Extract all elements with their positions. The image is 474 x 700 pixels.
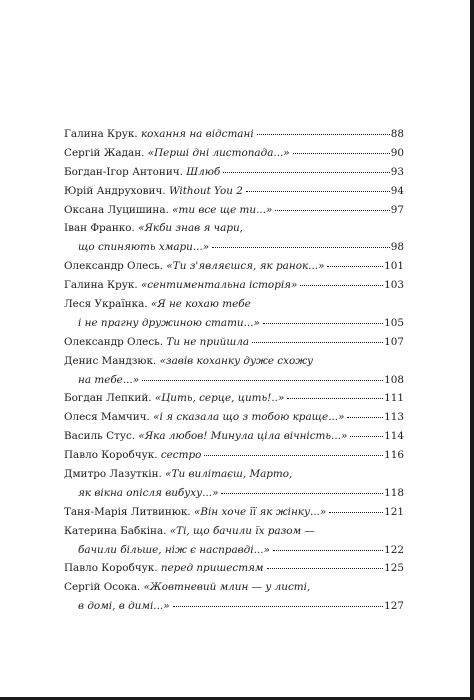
toc-title: «Ті, що бачили їх разом — [169,524,315,537]
toc-title: «ти все ще ти...» [172,203,273,216]
dot-leader [293,153,390,154]
toc-author: Богдан-Ігор Антонич. [64,165,183,178]
toc-page-number: 116 [384,449,404,462]
toc-entry-line [64,541,404,560]
toc-title: як вікна опісля вибуху...» [78,486,219,499]
toc-entry-line [64,597,404,616]
toc-author: Оксана Луцишина. [64,203,169,216]
toc-title: «Якби знав я чари, [138,222,243,235]
toc-author: Іван Франко. [64,222,135,235]
toc-page-number: 118 [384,486,404,499]
toc-author: Сергій Осока. [64,581,141,594]
toc-page-number: 88 [390,128,404,140]
dot-leader [142,380,383,381]
toc-page-number: 90 [390,146,404,159]
toc-entry [64,522,404,560]
toc-author: Катерина Бабкіна. [64,524,167,537]
dot-leader [300,285,383,286]
toc-title: Шлюб [186,165,221,178]
toc-entry-line [64,276,404,295]
toc-title: «Цить, серце, цить!..» [154,392,285,405]
dot-leader [350,436,383,437]
toc-author: Олеся Мамчич. [64,411,150,424]
toc-entry-line [64,522,404,541]
toc-title: «і я сказала що з тобою краще...» [153,411,345,424]
toc-entry [64,182,404,201]
toc-entry-line [64,503,404,522]
toc-entry-line [64,559,404,578]
toc-author: Олександр Олесь. [64,335,164,348]
toc-page-number: 113 [384,411,404,424]
toc-entry-line [64,238,404,257]
toc-title: «Жовтневий млин — у листі, [143,581,311,594]
toc-author: Василь Стус. [64,430,136,443]
toc-author: Олександр Олесь. [64,260,164,273]
dot-leader [287,398,383,399]
toc-entry [64,578,404,616]
toc-author: Дмитро Лазуткін. [64,468,162,481]
toc-page-number: 114 [384,430,404,443]
toc-author: Сергій Жадан. [64,146,145,159]
toc-page-number: 107 [384,335,404,348]
toc-author: Юрій Андрухович. [64,184,166,197]
toc-title: перед пришестям [160,562,264,575]
toc-author: Павло Коробчук. [64,562,158,575]
dot-leader [327,266,383,267]
toc-title: бачили більше, ніж є насправді...» [78,543,270,556]
toc-entry [64,333,404,352]
toc-page-number: 127 [384,600,404,613]
toc-page-number: 108 [384,373,404,386]
toc-author: Богдан Лепкий. [64,392,152,405]
toc-title: «завів коханку дуже схожу [159,354,314,367]
toc-entry [64,295,404,333]
toc-entry [64,559,404,578]
toc-entry [64,427,404,446]
dot-leader [275,210,389,211]
toc-entry [64,465,404,503]
toc-entry-line [64,163,404,182]
toc-author: Галина Крук. [64,279,138,292]
toc-title: «Ти вилітаєш, Марто, [165,468,293,481]
toc-page-number: 93 [390,165,404,178]
toc-page-number: 98 [390,241,404,254]
toc-entry-line [64,314,404,333]
toc-entry-line [64,352,404,371]
toc-title: в домі, в димі...» [78,600,170,613]
toc-entry-line [64,408,404,427]
toc-author: Павло Коробчук. [64,449,158,462]
toc-page-number: 122 [384,543,404,556]
toc-entry-line [64,125,404,144]
dot-leader [173,606,384,607]
toc-title: «Перші дні листопада...» [147,146,290,159]
toc-entry-line [64,465,404,484]
toc-entry [64,219,404,257]
toc-page-number: 101 [384,260,404,273]
toc-title: «Він хоче її як жінку...» [193,505,327,518]
toc-page-number: 105 [384,316,404,329]
toc-entry [64,201,404,220]
toc-entry [64,125,404,144]
toc-entry-line [64,295,404,314]
dot-leader [329,512,383,513]
toc-entry-line [64,446,404,465]
toc-entry-line [64,389,404,408]
toc-page-number: 125 [384,562,404,575]
toc-title: що спиняють хмари...» [78,241,210,254]
toc-title: «Ти з'являєшся, як ранок...» [166,260,325,273]
toc-author: Таня-Марія Литвинюк. [64,505,191,518]
dot-leader [212,247,390,248]
toc-entry-line [64,201,404,220]
dot-leader [223,172,390,173]
toc-page-number: 103 [384,279,404,292]
toc-title: і не прагну дружиною стати...» [78,316,260,329]
toc-entry [64,503,404,522]
toc-author: Галина Крук. [64,128,138,140]
toc-entry-line [64,371,404,390]
toc-entry [64,389,404,408]
toc-entry-line [64,333,404,352]
toc-author: Денис Мандзюк. [64,354,157,367]
toc-entry-line [64,219,404,238]
toc-page-number: 121 [384,505,404,518]
toc-entry [64,257,404,276]
toc-entry [64,352,404,390]
toc-entry [64,446,404,465]
toc-title: «сентиментальна історія» [140,279,298,292]
toc-entry [64,163,404,182]
dot-leader [204,455,383,456]
toc-entry-line [64,427,404,446]
toc-title: сестро [160,449,202,462]
dot-leader [263,323,383,324]
toc-title: Without You 2 [168,184,243,197]
toc-page-number: 111 [384,392,404,405]
table-of-contents [64,125,404,616]
dot-leader [252,342,383,343]
toc-author: Леся Українка. [64,298,148,311]
toc-title: Ти не прийшла [166,335,250,348]
toc-entry-line [64,578,404,597]
dot-leader [267,568,384,569]
toc-entry [64,144,404,163]
toc-title: на тебе...» [78,373,140,386]
toc-entry [64,276,404,295]
dot-leader [221,493,383,494]
toc-entry-line [64,484,404,503]
toc-entry-line [64,257,404,276]
toc-entry-line [64,182,404,201]
dot-leader [273,550,383,551]
toc-title: «Я не кохаю тебе [150,298,251,311]
toc-entry [64,408,404,427]
toc-entry-line [64,144,404,163]
dot-leader [347,417,383,418]
toc-page-number: 97 [390,203,404,216]
toc-title: кохання на відстані [140,128,254,140]
dot-leader [257,134,390,135]
toc-page-number: 94 [390,184,404,197]
dot-leader [246,191,390,192]
toc-title: «Яка любов! Минула ціла вічність...» [138,430,348,443]
